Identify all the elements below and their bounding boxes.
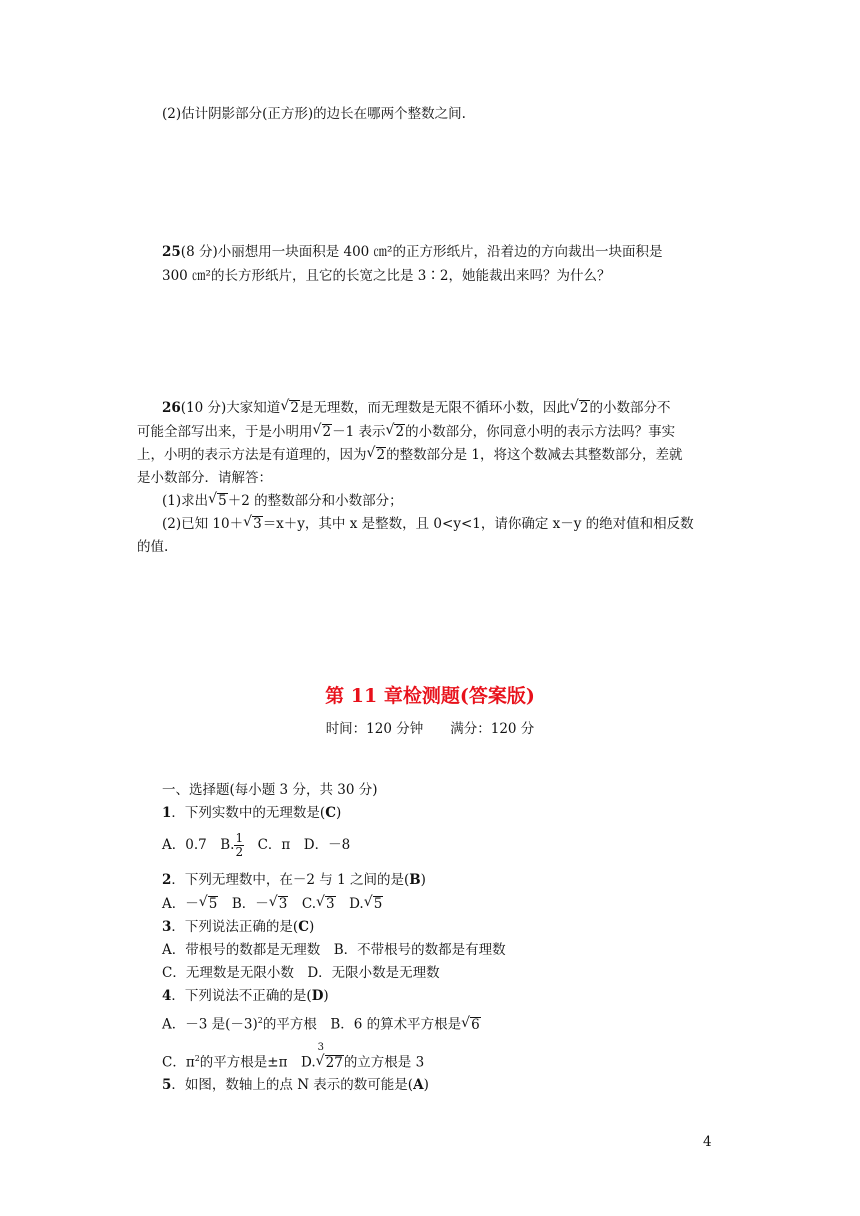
q26-line1: 26(10 分)大家知道√ 2是无理数，而无理数是无限不循环小数，因此√ 2的小数部分不 (162, 399, 671, 417)
q1-options: A．0.7 B. $\frac{1}{2}$ C．π D．－8 (162, 831, 351, 859)
q26-line3: 上，小明的表示方法是有道理的，因为√ 2的整数部分是 1，将这个数减去其整数部分，差就 (137, 446, 682, 464)
q4-answer: D (311, 988, 324, 1004)
exam-info: 时间：120 分钟 满分：120 分 (325, 721, 535, 737)
q25-line1: 25(8 分)小丽想用一块面积是 400 ㎝²的正方形纸片，沿着边的方向裁出一块面积是 (162, 244, 663, 260)
q26-part1: (1)求出√ 5＋2 的整数部分和小数部分； (162, 492, 403, 510)
q3-stem: 3．下列说法正确的是(C) (162, 919, 315, 935)
fraction: $\frac{1}{2}$ (235, 831, 244, 859)
q24-part2: (2)估计阴影部分(正方形)的边长在哪两个整数之间. (162, 106, 466, 122)
q5-stem: 5．如图，数轴上的点 N 表示的数可能是(A) (162, 1077, 429, 1093)
q4-options-ab: A．－3 是$(-3)^2$的平方根 B．6 的算术平方根是√ 6 (162, 1012, 481, 1034)
q26-part2: (2)已知 10＋√ 3＝x＋y，其中 x 是整数，且 0<y<1，请你确定 x－y 的绝对值和相反数 (162, 515, 694, 533)
q1-stem: 1．下列实数中的无理数是(C) (162, 805, 342, 821)
section-heading: 一、选择题(每小题 3 分，共 30 分) (162, 782, 378, 798)
q3-answer: C (298, 919, 309, 935)
q2-answer: B (409, 872, 421, 888)
q3-options-cd: C．无理数是无限小数 D．无限小数是无理数 (162, 965, 440, 981)
q26-line4: 是小数部分．请解答： (137, 470, 272, 486)
q26-line2: 可能全部写出来，于是小明用√ 2－1 表示√ 2的小数部分，你同意小明的表示方法吗？事实 (137, 423, 675, 441)
q25-line2: 300 ㎝²的长方形纸片，且它的长宽之比是 3∶2，她能裁出来吗？为什么？ (162, 268, 611, 284)
page-number: 4 (703, 1134, 712, 1150)
q4-stem: 4．下列说法不正确的是(D) (162, 988, 329, 1004)
q5-answer: A (413, 1077, 424, 1093)
q2-stem: 2．下列无理数中，在－2 与 1 之间的是(B) (162, 872, 426, 888)
q26-part2-end: 的值. (137, 539, 169, 555)
page-title: 第 11 章检测题(答案版) (325, 685, 535, 707)
q4-options-cd: C．$\pi^2$的平方根是±π D. 3 √ 27的立方根是 3 (162, 1050, 424, 1072)
q3-options-ab: A．带根号的数都是无理数 B．不带根号的数都是有理数 (162, 942, 506, 958)
q1-answer: C (325, 805, 336, 821)
q2-options: A．－√ 5 B．－√ 3 C.√ 3 D.√ 5 (162, 895, 383, 913)
